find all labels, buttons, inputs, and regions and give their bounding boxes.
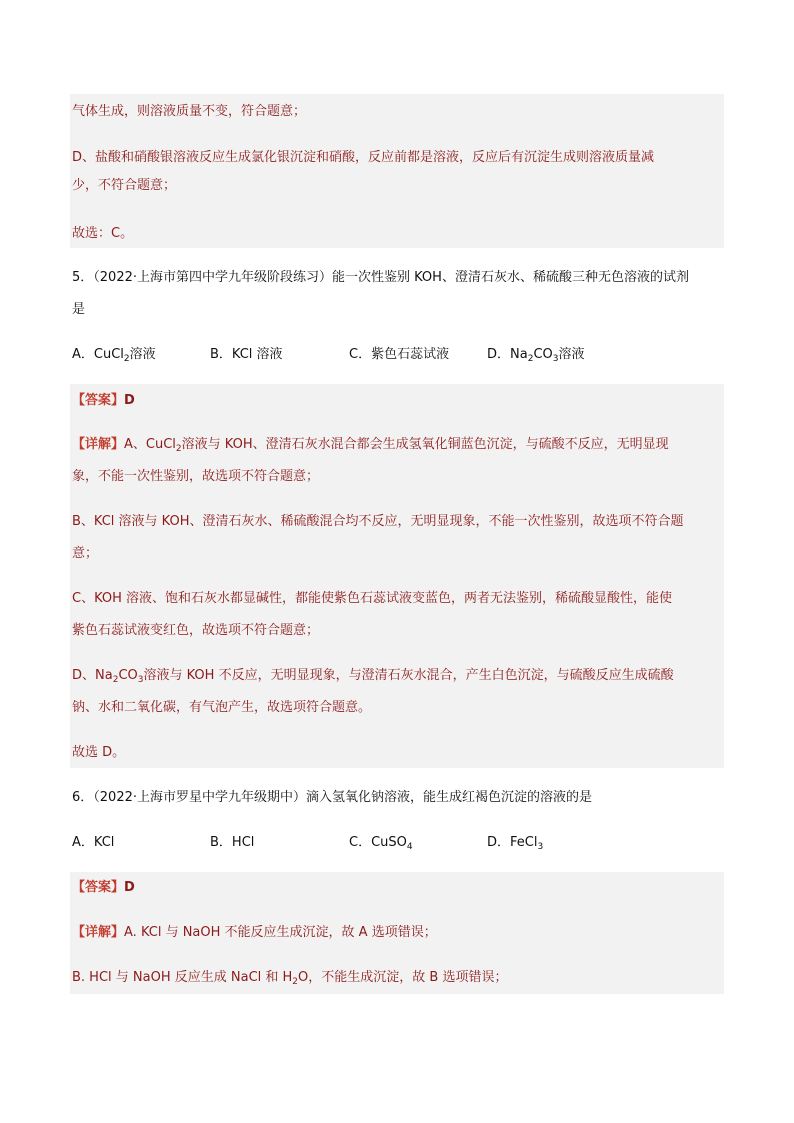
q5-detail-line: 钠、水和二氧化碳，有气泡产生，故选项符合题意。 [72,700,372,715]
q5-option-c: C．紫色石蕊试液 [349,347,450,362]
q5-detail-line: D、$Na_2CO_3$溶液与 KOH 不反应，无明显现象，与澄清石灰水混合，产生白色沉淀，与硫酸反应生成硫酸 [72,668,674,685]
answer-value: D [124,880,135,895]
answer-tag: 【答案】 [72,393,125,408]
q5-detail-line: 紫色石蕊试液变红色，故选项不符合题意； [72,623,320,638]
q5-detail-line: C、KOH 溶液、饱和石灰水都显碱性，都能使紫色石蕊试液变蓝色，两者无法鉴别，稀硫酸显酸性，能使 [72,591,673,606]
explanation-conclusion: 故选：C。 [72,226,134,241]
explanation-line: 少，不符合题意； [72,178,177,193]
explanation-line: D、盐酸和硝酸银溶液反应生成氯化银沉淀和硝酸，反应前都是溶液，反应后有沉淀生成则溶液质量减 [72,150,655,165]
question-5-stem: 5．（2022·上海市第四中学九年级阶段练习）能一次性鉴别 KOH、澄清石灰水、稀硫酸三种无色溶液的试剂 [72,270,689,285]
q6-option-c: C．CuSO$_4$ [349,835,413,852]
q6-detail-line: B. HCl 与 NaOH 反应生成 NaCl 和 $H_2O$，不能生成沉淀，故 B 选项错误； [72,970,508,987]
question-5-stem-cont: 是 [72,302,86,317]
q5-detail-line: B、KCl 溶液与 KOH、澄清石灰水、稀硫酸混合均不反应，无明显现象，不能一次性鉴别，故选项不符合题 [72,514,684,529]
question-6-stem: 6．（2022·上海市罗星中学九年级期中）滴入氢氧化钠溶液，能生成红褐色沉淀的溶液的是 [72,790,592,805]
answer-tag: 【答案】 [72,880,125,895]
q6-option-b: B．HCl [210,835,255,850]
answer-value: D [124,393,135,408]
q5-detail-line: 意； [72,546,99,561]
q5-option-d: D．$Na_2CO_3$溶液 [487,347,585,364]
explanation-line: 气体生成，则溶液质量不变，符合题意； [72,104,307,119]
q6-detail-line: 【详解】A. KCl 与 NaOH 不能反应生成沉淀，故 A 选项错误； [72,925,437,940]
detail-tag: 【详解】 [72,925,125,940]
q5-detail-line: 象，不能一次性鉴别，故选项不符合题意； [72,469,320,484]
q5-detail-line: 【详解】A、CuCl$_2$溶液与 KOH、澄清石灰水混合都会生成氢氧化铜蓝色沉淀，与硫酸不反应，无明显现 [72,437,669,454]
q6-option-a: A．KCl [72,835,115,850]
q6-option-d: D．FeCl$_3$ [487,835,544,852]
q5-option-a: A．CuCl$_2$溶液 [72,347,156,364]
q5-answer [72,391,135,411]
q6-answer [72,878,135,898]
q5-option-b: B．KCl 溶液 [210,347,283,362]
q5-conclusion: 故选 D。 [72,745,126,760]
detail-tag: 【详解】 [72,437,125,452]
